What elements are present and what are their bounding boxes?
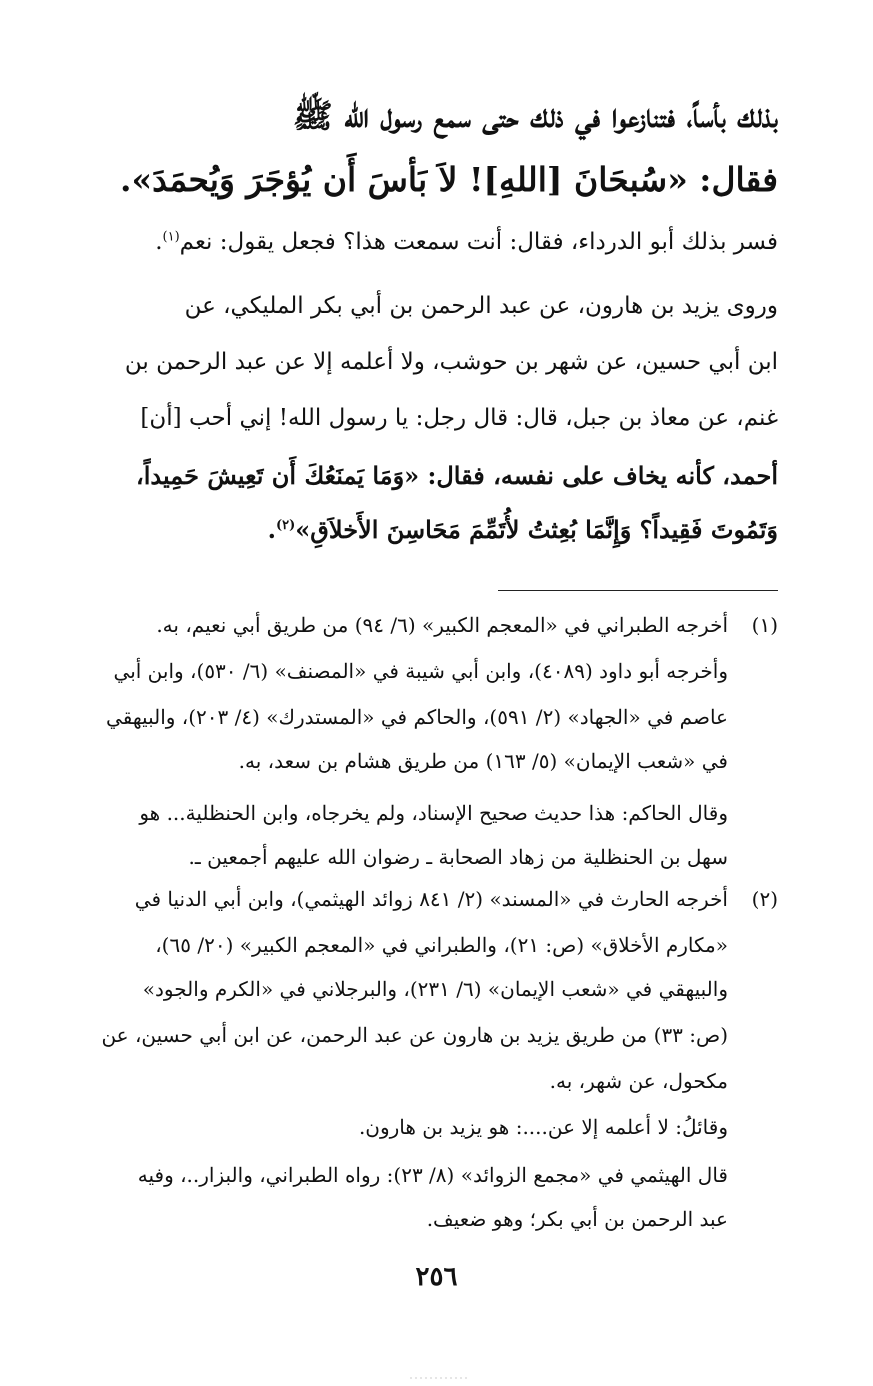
hadith-line-2: فقال: «سُبحَانَ [اللهِ]! لاَ بَأسَ أَن يُؤجَرَ وَيُحمَدَ». <box>119 160 778 199</box>
footnote-1-line-5: وقال الحاكم: هذا حديث صحيح الإسناد، ولم يخرجاه، وابن الحنظلية... هو <box>139 801 728 825</box>
footnote-1-line-6: سهل بن الحنظلية من زهاد الصحابة ـ رضوان الله عليهم أجمعين ـ. <box>188 845 728 869</box>
footnote-ref-2: (٢) <box>275 518 296 533</box>
footnote-2-line-7: قال الهيثمي في «مجمع الزوائد» (٨/ ٢٣): رواه الطبراني، والبزار..، وفيه <box>137 1163 728 1187</box>
paragraph-1-text: فسر بذلك أبو الدرداء، فقال: أنت سمعت هذا؟ فجعل يقول: نعم <box>179 229 778 255</box>
page-number: ٢٥٦ <box>415 1262 458 1292</box>
footnote-1-line-1: أخرجه الطبراني في «المعجم الكبير» (٦/ ٩٤) من طريق أبي نعيم، به. <box>156 613 728 637</box>
footnote-ref-1: (١) <box>162 229 180 245</box>
paragraph-2-line-5 <box>88 514 778 545</box>
paragraph-1-end: . <box>155 229 163 255</box>
paragraph-2-line-5-end: . <box>267 515 276 544</box>
footnote-2-line-3: والبيهقي في «شعب الإيمان» (٦/ ٢٣١)، والبرجلاني في «الكرم والجود» <box>142 977 728 1001</box>
scan-mark <box>400 1374 480 1385</box>
footnote-2-line-6: وقائلُ: لا أعلمه إلا عن....: هو يزيد بن هارون. <box>358 1115 728 1139</box>
paragraph-2-line-3: غنم، عن معاذ بن جبل، قال: قال رجل: يا رسول الله! إني أحب [أن] <box>140 405 778 431</box>
paragraph-2-line-2: ابن أبي حسين، عن شهر بن حوشب، ولا أعلمه إلا عن عبد الرحمن بن <box>124 349 778 375</box>
paragraph-2-line-5-text: وَتَمُوتَ فَقِيداً؟ وَإِنَّمَا بُعِثتُ لأُتَمِّمَ مَحَاسِنَ الأَخلاَقِ» <box>295 515 778 544</box>
footnote-1-line-2: وأخرجه أبو داود (٤٠٨٩)، وابن أبي شيبة في «المصنف» (٦/ ٥٣٠)، وابن أبي <box>113 659 728 683</box>
footnote-2-line-4: (ص: ٣٣) من طريق يزيد بن هارون عن عبد الرحمن، عن ابن أبي حسين، عن <box>101 1023 728 1047</box>
footnote-1-number: (١) <box>751 613 778 637</box>
scan-mark-icon <box>400 1374 480 1382</box>
hadith-line-1: بذلك بأساً، فتنازعوا في ذلك حتى سمع رسول الله ﷺ <box>292 96 778 135</box>
footnote-2-number: (٢) <box>751 887 778 911</box>
footnote-2-line-5: مكحول، عن شهر، به. <box>549 1069 728 1093</box>
footnote-1-line-3: عاصم في «الجهاد» (٢/ ٥٩١)، والحاكم في «المستدرك» (٤/ ٢٠٣)، والبيهقي <box>106 705 728 729</box>
footnote-2-line-8: عبد الرحمن بن أبي بكر؛ وهو ضعيف. <box>426 1207 728 1231</box>
paragraph-2-line-1: وروى يزيد بن هارون، عن عبد الرحمن بن أبي بكر المليكي، عن <box>184 293 778 319</box>
footnote-1-line-4: في «شعب الإيمان» (٥/ ١٦٣) من طريق هشام بن سعد، به. <box>238 749 728 773</box>
paragraph-1-line-1 <box>88 228 778 258</box>
paragraph-2-line-4: أحمد، كأنه يخاف على نفسه، فقال: «وَمَا يَمنَعُكَ أَن تَعِيشَ حَمِيداً، <box>136 461 778 490</box>
footnote-2-line-1: أخرجه الحارث في «المسند» (٢/ ٨٤١ زوائد الهيثمي)، وابن أبي الدنيا في <box>134 887 728 911</box>
footnote-divider <box>498 590 778 591</box>
footnote-2-line-2: «مكارم الأخلاق» (ص: ٢١)، والطبراني في «المعجم الكبير» (٢٠/ ٦٥)، <box>155 933 728 957</box>
